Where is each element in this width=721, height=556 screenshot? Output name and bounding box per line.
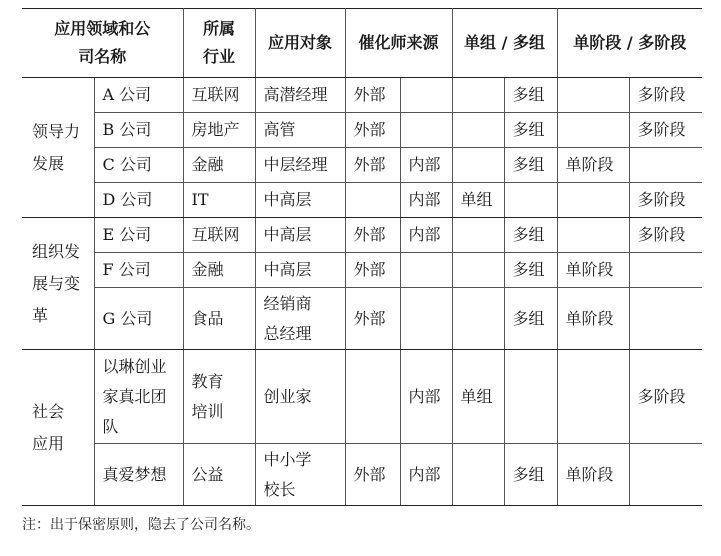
company-cell: F 公司 (94, 253, 183, 288)
multi-stage-cell (629, 148, 702, 183)
single-group-cell: 单组 (452, 183, 504, 218)
external-cell: 外部 (345, 218, 400, 253)
industry-cell: IT (183, 183, 255, 218)
target-cell: 高管 (255, 113, 345, 148)
multi-group-cell: 多组 (504, 218, 557, 253)
internal-cell (400, 288, 452, 350)
single-group-cell: 单组 (452, 350, 504, 444)
table-row (22, 148, 702, 183)
internal-cell: 内部 (400, 148, 452, 183)
single-stage-cell: 单阶段 (557, 148, 629, 183)
header-industry: 所属行业 (183, 9, 255, 78)
table-row (22, 444, 702, 506)
target-cell: 高潜经理 (255, 78, 345, 113)
header-target: 应用对象 (255, 9, 345, 78)
internal-cell (400, 253, 452, 288)
table-row (22, 218, 702, 253)
external-cell: 外部 (345, 113, 400, 148)
internal-cell: 内部 (400, 350, 452, 444)
multi-stage-cell (629, 253, 702, 288)
single-stage-cell (557, 78, 629, 113)
external-cell (345, 183, 400, 218)
comparison-table (22, 8, 702, 506)
table-row (22, 288, 702, 350)
industry-cell: 互联网 (183, 218, 255, 253)
table-row (22, 350, 702, 444)
external-cell: 外部 (345, 78, 400, 113)
target-cell: 创业家 (255, 350, 345, 444)
single-stage-cell: 单阶段 (557, 253, 629, 288)
multi-group-cell (504, 183, 557, 218)
target-cell: 中高层 (255, 218, 345, 253)
external-cell (345, 350, 400, 444)
header-domain-company: 应用领域和公司名称 (22, 9, 183, 78)
external-cell: 外部 (345, 253, 400, 288)
industry-cell: 公益 (183, 444, 255, 506)
company-cell: E 公司 (94, 218, 183, 253)
single-stage-cell (557, 218, 629, 253)
external-cell: 外部 (345, 444, 400, 506)
group-label: 领导力发展 (22, 78, 94, 218)
internal-cell: 内部 (400, 183, 452, 218)
single-group-cell (452, 288, 504, 350)
internal-cell (400, 78, 452, 113)
single-group-cell (452, 253, 504, 288)
multi-group-cell: 多组 (504, 78, 557, 113)
company-cell: 真爱梦想 (94, 444, 183, 506)
target-cell: 中高层 (255, 183, 345, 218)
internal-cell: 内部 (400, 444, 452, 506)
multi-group-cell: 多组 (504, 253, 557, 288)
multi-stage-cell: 多阶段 (629, 113, 702, 148)
single-stage-cell (557, 183, 629, 218)
internal-cell: 内部 (400, 218, 452, 253)
company-cell: C 公司 (94, 148, 183, 183)
target-cell: 经销商总经理 (255, 288, 345, 350)
industry-cell: 教育培训 (183, 350, 255, 444)
group-label: 社会应用 (22, 350, 94, 506)
multi-group-cell (504, 350, 557, 444)
single-stage-cell: 单阶段 (557, 288, 629, 350)
table-row (22, 113, 702, 148)
group-label: 组织发展与变革 (22, 218, 94, 350)
single-group-cell (452, 78, 504, 113)
target-cell: 中层经理 (255, 148, 345, 183)
industry-cell: 房地产 (183, 113, 255, 148)
multi-stage-cell: 多阶段 (629, 218, 702, 253)
single-group-cell (452, 444, 504, 506)
table-header-row (22, 9, 702, 78)
industry-cell: 金融 (183, 148, 255, 183)
header-single-multi-stage: 单阶段 / 多阶段 (557, 9, 702, 78)
multi-stage-cell: 多阶段 (629, 350, 702, 444)
single-stage-cell (557, 350, 629, 444)
single-group-cell (452, 218, 504, 253)
multi-stage-cell (629, 288, 702, 350)
table-row (22, 78, 702, 113)
table-row (22, 183, 702, 218)
header-facilitator-source: 催化师来源 (345, 9, 452, 78)
single-group-cell (452, 113, 504, 148)
multi-group-cell: 多组 (504, 148, 557, 183)
table-footnote: 注：出于保密原则，隐去了公司名称。 (22, 517, 260, 533)
industry-cell: 互联网 (183, 78, 255, 113)
industry-cell: 金融 (183, 253, 255, 288)
company-cell: B 公司 (94, 113, 183, 148)
external-cell: 外部 (345, 148, 400, 183)
single-group-cell (452, 148, 504, 183)
single-stage-cell: 单阶段 (557, 444, 629, 506)
single-stage-cell (557, 113, 629, 148)
header-single-multi-group: 单组 / 多组 (452, 9, 557, 78)
multi-stage-cell (629, 444, 702, 506)
multi-group-cell: 多组 (504, 288, 557, 350)
industry-cell: 食品 (183, 288, 255, 350)
company-cell: D 公司 (94, 183, 183, 218)
company-cell: A 公司 (94, 78, 183, 113)
table-row (22, 253, 702, 288)
company-cell: 以琳创业家真北团队 (94, 350, 183, 444)
multi-group-cell: 多组 (504, 444, 557, 506)
internal-cell (400, 113, 452, 148)
multi-group-cell: 多组 (504, 113, 557, 148)
company-cell: G 公司 (94, 288, 183, 350)
multi-stage-cell: 多阶段 (629, 78, 702, 113)
target-cell: 中高层 (255, 253, 345, 288)
multi-stage-cell: 多阶段 (629, 183, 702, 218)
target-cell: 中小学校长 (255, 444, 345, 506)
external-cell: 外部 (345, 288, 400, 350)
